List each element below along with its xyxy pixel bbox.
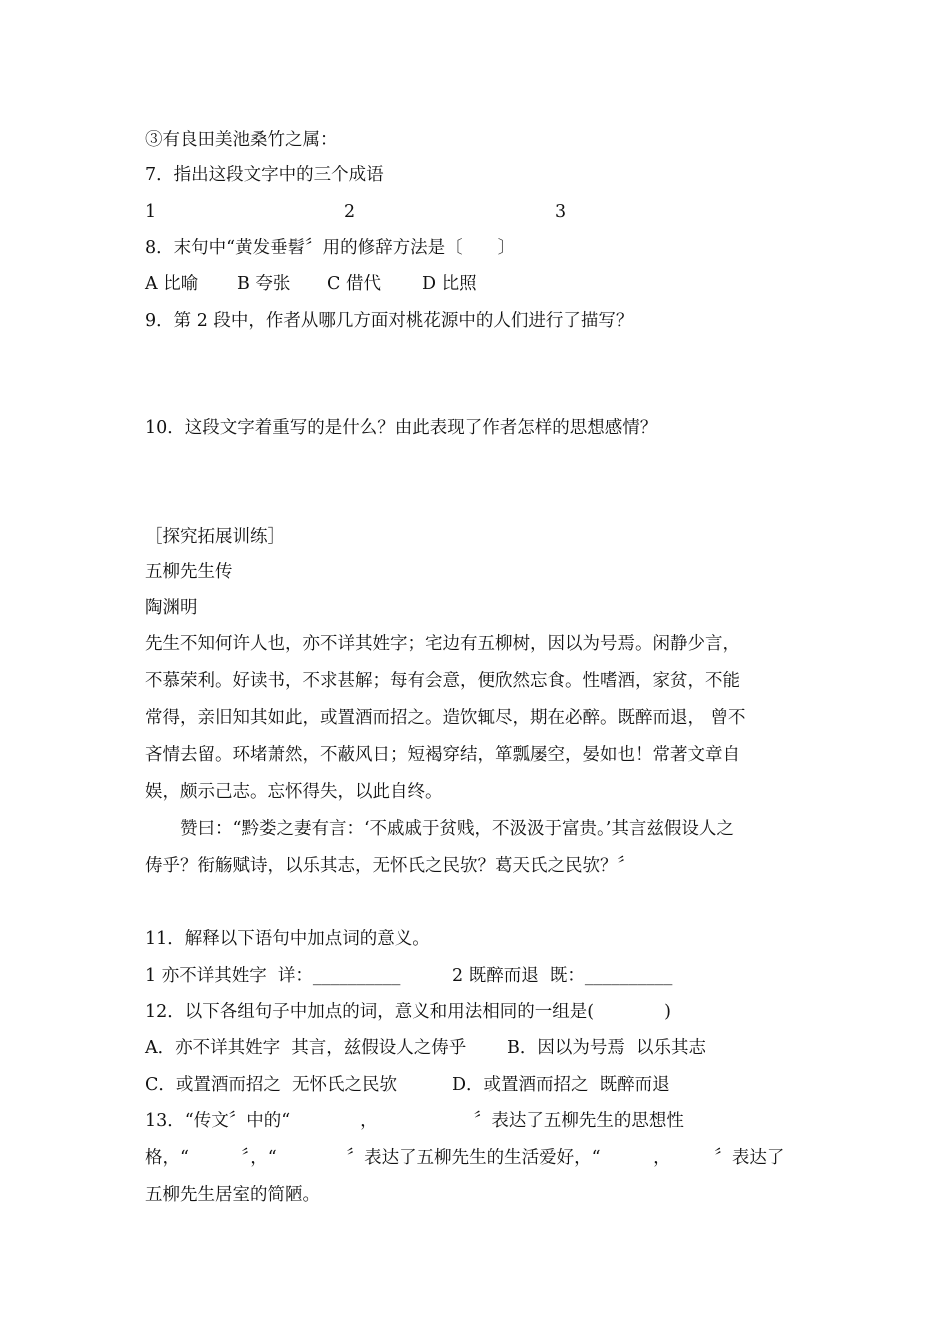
- question-10: 10．这段文字着重写的是什么？由此表现了作者怎样的思想感情？: [145, 418, 658, 438]
- question-11: 11．解释以下语句中加点词的意义。: [145, 929, 430, 949]
- question-7-blank-2: 2: [344, 202, 356, 222]
- question-12: 12．以下各组句子中加点的词，意义和用法相同的一组是( ): [145, 1002, 671, 1022]
- question-6-item-3: ③有良田美池桑竹之属：: [145, 130, 338, 150]
- passage-line: 娱，颇示己志。忘怀得失，以此自终。: [145, 782, 443, 802]
- question-8-option-b: B 夸张: [237, 274, 291, 294]
- passage-line: 吝情去留。环堵萧然，不蔽风日；短褐穿结，箪瓢屡空，晏如也！常著文章自: [145, 745, 740, 765]
- question-9: 9．第 2 段中，作者从哪几方面对桃花源中的人们进行了描写？: [145, 311, 634, 331]
- question-8-option-c: C 借代: [327, 274, 381, 294]
- passage-line: 常得，亲旧知其如此，或置酒而招之。造饮辄尽，期在必醉。既醉而退， 曾不: [145, 708, 746, 728]
- passage-line: 赞曰：“黔娄之妻有言：‘不戚戚于贫贱，不汲汲于富贵。’其言兹假设人之: [145, 819, 734, 839]
- question-12-option-c: C．或置酒而招之 无怀氏之民欤: [145, 1075, 398, 1095]
- section-heading: ［探究拓展训练］: [145, 527, 285, 547]
- passage-author: 陶渊明: [145, 598, 198, 618]
- question-11-item-1: 1 亦不详其姓字 详：__________: [145, 966, 401, 986]
- question-7: 7．指出这段文字中的三个成语: [145, 165, 384, 185]
- question-7-blank-3: 3: [555, 202, 567, 222]
- question-8: 8．末句中“黄发垂髫〞用的修辞方法是〔 〕: [145, 238, 516, 258]
- question-13-line-3: 五柳先生居室的简陋。: [145, 1185, 320, 1205]
- passage-line: 不慕荣利。好读书，不求甚解；每有会意，便欣然忘食。性嗜酒，家贫，不能: [145, 671, 740, 691]
- passage-line: 先生不知何许人也，亦不详其姓字；宅边有五柳树，因以为号焉。闲静少言，: [145, 634, 740, 654]
- question-8-option-d: D 比照: [422, 274, 477, 294]
- passage-line: 俦乎？衔觞赋诗，以乐其志，无怀氏之民欤？葛天氏之民欤？〞: [145, 856, 635, 876]
- question-11-item-2: 2 既醉而退 既：__________: [452, 966, 673, 986]
- passage-title: 五柳先生传: [145, 562, 233, 582]
- question-12-option-b: B．因以为号焉 以乐其志: [507, 1038, 706, 1058]
- question-13-line-2: 格，“ 〞，“ 〞表达了五柳先生的生活爱好，“ ， 〞表达了: [145, 1148, 785, 1168]
- question-12-option-a: A．亦不详其姓字 其言，兹假设人之俦乎: [145, 1038, 467, 1058]
- question-7-blank-1: 1: [145, 202, 157, 222]
- question-12-option-d: D．或置酒而招之 既醉而退: [452, 1075, 670, 1095]
- question-13-line-1: 13．“传文〞中的“ ， 〞表达了五柳先生的思想性: [145, 1111, 684, 1131]
- question-8-option-a: A 比喻: [145, 274, 199, 294]
